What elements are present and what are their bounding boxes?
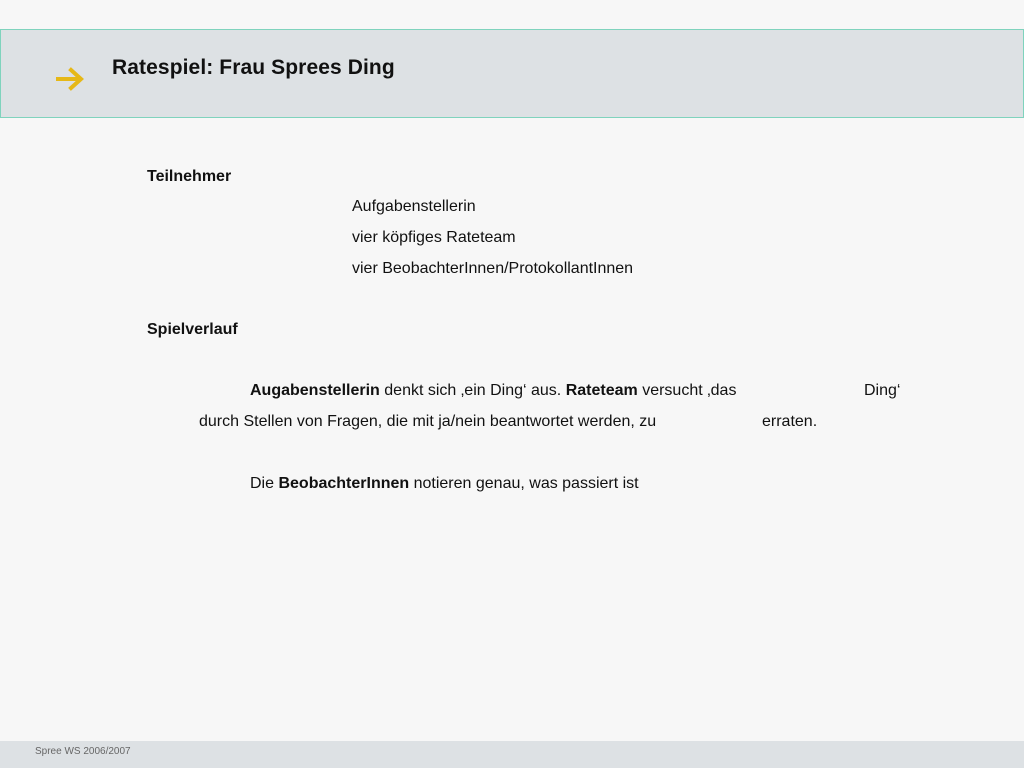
procedure-paragraph-line bbox=[250, 381, 736, 401]
page-title: Ratespiel: Frau Sprees Ding bbox=[112, 56, 395, 79]
procedure-text: Ding‘ bbox=[864, 382, 901, 399]
participant-item: Aufgabenstellerin bbox=[352, 198, 476, 215]
role-term: Augabenstellerin bbox=[250, 382, 380, 399]
footer-bar bbox=[0, 741, 1024, 768]
footer-text: Spree WS 2006/2007 bbox=[35, 746, 131, 757]
procedure-text: durch Stellen von Fragen, die mit ja/nein beantwortet werden, zu bbox=[199, 413, 657, 430]
participant-item: vier BeobachterInnen/ProtokollantInnen bbox=[352, 260, 634, 277]
procedure-text: Die bbox=[250, 475, 275, 492]
procedure-text: versucht ‚das bbox=[642, 382, 737, 399]
procedure-text: erraten. bbox=[762, 413, 818, 430]
procedure-text: notieren genau, was passiert ist bbox=[413, 475, 639, 492]
observer-paragraph bbox=[250, 474, 639, 494]
procedure-heading: Spielverlauf bbox=[147, 321, 238, 338]
role-term: BeobachterInnen bbox=[278, 475, 410, 492]
role-term: Rateteam bbox=[565, 382, 638, 399]
procedure-text: denkt sich ‚ein Ding‘ aus. bbox=[384, 382, 562, 399]
participant-item: vier köpfiges Rateteam bbox=[352, 229, 516, 246]
participants-heading: Teilnehmer bbox=[147, 168, 232, 185]
